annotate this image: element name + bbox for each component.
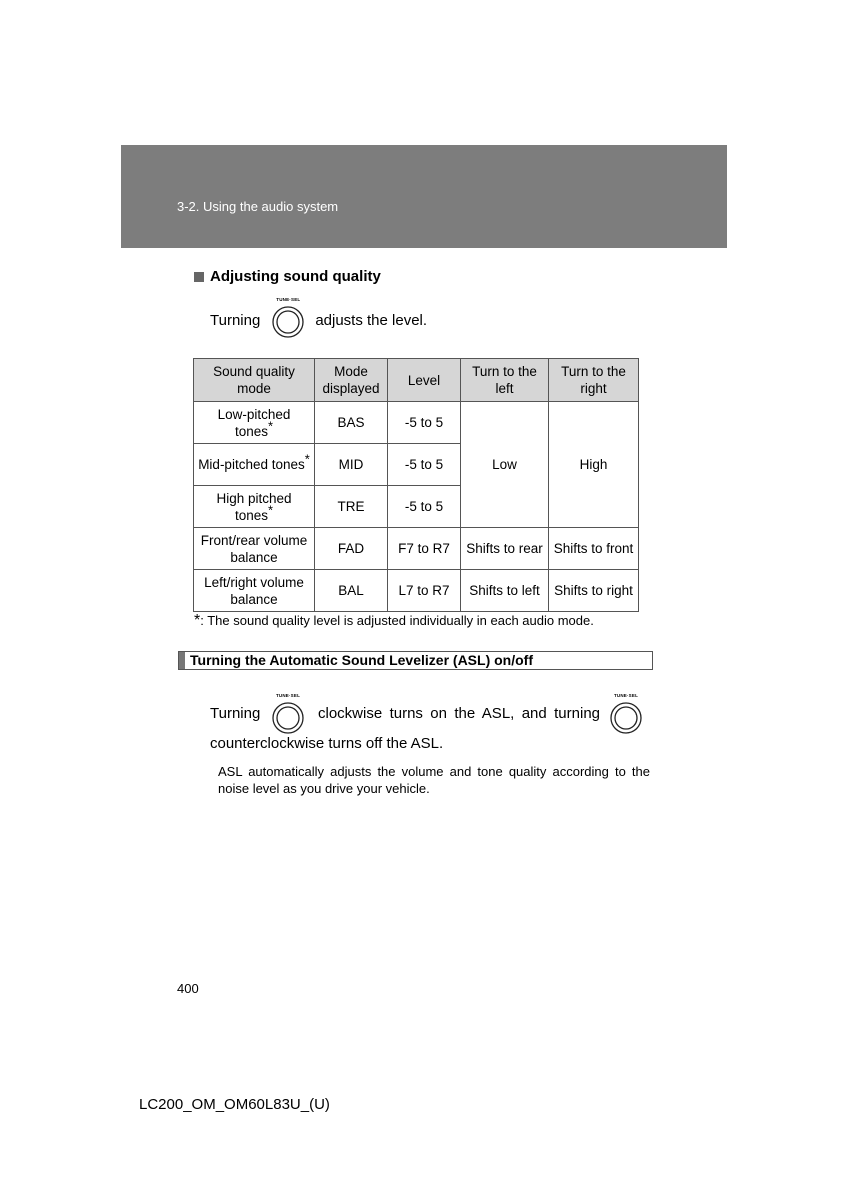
header-cell: Mode displayed	[315, 359, 388, 402]
header-band	[121, 145, 727, 248]
table-row	[194, 402, 639, 444]
section-title: Turning the Automatic Sound Levelizer (ASL) on/off	[190, 652, 533, 668]
section-label: 3-2. Using the audio system	[177, 199, 339, 214]
asl-note: ASL automatically adjusts the volume and tone quality according to the noise level as you drive your vehicle.	[218, 764, 650, 796]
level-cell: -5 to 5	[388, 486, 461, 528]
asl-word-turning: Turning	[210, 705, 261, 722]
table-header-row	[194, 359, 639, 402]
tune-sel-knob-icon: TUNE·SEL	[272, 306, 304, 338]
intro-after: adjusts the level.	[315, 311, 428, 329]
left-cell: Shifts to left	[461, 570, 549, 612]
subhead-title: Adjusting sound quality	[210, 268, 381, 285]
asl-instruction-line1	[210, 693, 644, 734]
level-cell: L7 to R7	[388, 570, 461, 612]
header-cell: Sound quality mode	[194, 359, 315, 402]
square-bullet-icon	[194, 272, 204, 282]
header-cell: Turn to the right	[549, 359, 639, 402]
tune-sel-knob-icon: TUNE·SEL	[610, 702, 642, 734]
level-cell: -5 to 5	[388, 444, 461, 486]
header-cell: Turn to the left	[461, 359, 549, 402]
left-cell: Shifts to rear	[461, 528, 549, 570]
section-banner	[178, 651, 653, 670]
level-cell: -5 to 5	[388, 402, 461, 444]
display-cell: FAD	[315, 528, 388, 570]
display-cell: MID	[315, 444, 388, 486]
asl-clockwise-text: clockwise turns on the ASL, and turning	[318, 705, 600, 722]
display-cell: BAL	[315, 570, 388, 612]
asterisk: *	[267, 502, 274, 517]
page-number: 400	[177, 981, 199, 996]
footnote	[194, 612, 594, 630]
tone-left-cell: Low	[461, 402, 549, 528]
intro-before: Turning	[210, 311, 261, 329]
footnote-text: : The sound quality level is adjusted individually in each audio mode.	[200, 613, 594, 628]
sound-quality-table	[193, 358, 639, 612]
tone-right-cell: High	[549, 402, 639, 528]
mode-cell: Front/rear volume balance	[194, 528, 315, 570]
subhead	[194, 268, 381, 285]
display-cell: BAS	[315, 402, 388, 444]
mode-cell: Mid-pitched tones*	[194, 444, 315, 486]
table-row	[194, 570, 639, 612]
asterisk: *	[304, 451, 310, 467]
banner-bar	[179, 652, 185, 669]
table-row	[194, 528, 639, 570]
right-cell: Shifts to right	[549, 570, 639, 612]
mode-cell: Left/right volume balance	[194, 570, 315, 612]
level-cell: F7 to R7	[388, 528, 461, 570]
document-code: LC200_OM_OM60L83U_(U)	[139, 1096, 330, 1113]
mode-cell: Low-pitched tones*	[194, 402, 315, 444]
intro-line	[210, 297, 428, 338]
header-cell: Level	[388, 359, 461, 402]
display-cell: TRE	[315, 486, 388, 528]
asterisk: *	[267, 418, 274, 433]
tune-sel-knob-icon: TUNE·SEL	[272, 702, 304, 734]
right-cell: Shifts to front	[549, 528, 639, 570]
mode-cell: High pitched tones*	[194, 486, 315, 528]
footnote-star: *	[194, 612, 201, 629]
asl-instruction-line2: counterclockwise turns off the ASL.	[210, 735, 444, 752]
